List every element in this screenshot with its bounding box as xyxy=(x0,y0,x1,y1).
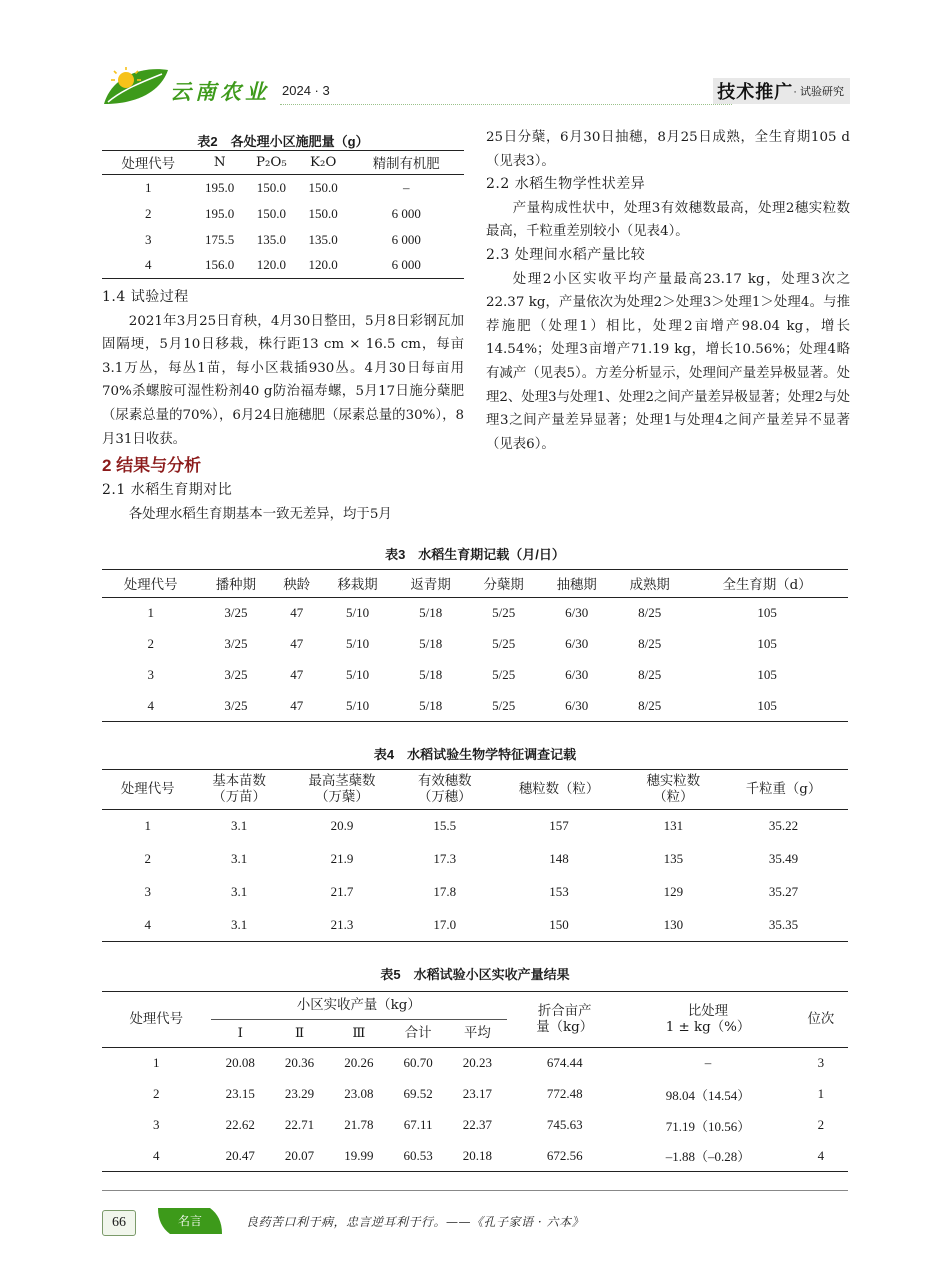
quote-tag xyxy=(158,1208,222,1234)
table-cell: 20.08 xyxy=(225,1055,255,1071)
quote-tag-label: 名言 xyxy=(177,1214,202,1228)
table-cell: 772.48 xyxy=(546,1086,583,1101)
table-cell: 6 000 xyxy=(391,205,421,221)
table-cell: 17.3 xyxy=(433,851,457,866)
table-header-cell: 合计 xyxy=(388,1020,447,1048)
table-header-cell: 位次 xyxy=(794,992,848,1048)
table-cell: 148 xyxy=(549,851,569,866)
table-cell: 135.0 xyxy=(256,231,287,247)
table-cell: 2 xyxy=(817,1117,825,1132)
footer-quote: 良药苦口利于病，忠言逆耳利于行。——《孔子家语 · 六本》 xyxy=(246,1215,584,1229)
table-cell: 105 xyxy=(757,667,777,682)
section-title: 技术推广 xyxy=(717,82,794,102)
table-3-grid xyxy=(102,569,848,722)
issue-number: 2024 · 3 xyxy=(282,83,330,98)
paragraph-2-3: 处理2小区实收平均产量最高23.17 kg，处理3次之22.37 kg，产量依次为处理2＞处理3＞处理1＞处理4。与推荐施肥（处理1）相比，处理2亩增产98.04 kg，增长14.54%；处理3亩增产71.19 kg，增长10.56%；处理4略有减产（见表5）。方差分析显示，处理间产量差异极显著。处理2、处理3与处理1、处理2之间产量差异极显著；处理2与处理3之间产量差异显著；处理1与处理4之间产量差异不显著（见表6）。 xyxy=(486,271,850,452)
table-header-cell: 全生育期（d） xyxy=(686,570,848,598)
table-cell: 135 xyxy=(663,851,684,866)
table-cell: 60.70 xyxy=(403,1055,433,1071)
heading-2-1: 2.1 水稻生育期对比 xyxy=(102,482,233,499)
table-cell: 5/10 xyxy=(346,667,370,682)
paragraph-2-1-cont: 25日分蘖，6月30日抽穗，8月25日成熟，全生育期105 d（见表3）。 xyxy=(486,130,850,169)
table-cell: 5/18 xyxy=(419,667,443,682)
table-cell: 23.15 xyxy=(225,1086,255,1101)
table-cell: 5/10 xyxy=(346,697,370,713)
table-cell: 19.99 xyxy=(344,1147,374,1163)
table-cell: – xyxy=(704,1055,712,1071)
table-cell: 47 xyxy=(290,636,304,651)
table-header-cell: 秧龄 xyxy=(272,570,321,598)
section-subtitle: · 试验研究 xyxy=(793,86,844,98)
table-header-cell: 最高茎蘖数 （万蘖） xyxy=(285,770,399,810)
table-cell: 175.5 xyxy=(205,231,235,247)
table-cell: 130 xyxy=(663,916,684,932)
table-header-cell: 处理代号 xyxy=(102,151,194,175)
table-2-grid xyxy=(102,150,464,279)
table-4 xyxy=(102,744,848,942)
table-row xyxy=(102,1110,848,1141)
table-cell: 150.0 xyxy=(308,179,338,195)
table-cell: 8/25 xyxy=(638,605,662,621)
table-row xyxy=(102,1141,848,1172)
table-cell: –1.88（–0.28） xyxy=(665,1149,751,1165)
table-cell: 3/25 xyxy=(224,605,248,621)
table-row xyxy=(102,598,848,629)
table-cell: 5/10 xyxy=(346,605,370,621)
table-cell: 60.53 xyxy=(403,1147,433,1163)
table-cell: 4 xyxy=(144,916,151,932)
table-cell: 672.56 xyxy=(546,1147,583,1163)
table-cell: 135.0 xyxy=(308,231,338,247)
table-cell: 4 xyxy=(147,697,154,713)
table-cell: 20.36 xyxy=(284,1055,315,1071)
table-header-cell: 基本苗数 （万苗） xyxy=(193,770,284,810)
table-cell: 105 xyxy=(757,636,777,651)
table-cell: 4 xyxy=(817,1147,825,1163)
table-5 xyxy=(102,964,848,1172)
table-cell: 20.07 xyxy=(284,1147,315,1163)
table-header-cell: Ⅲ xyxy=(329,1020,388,1048)
table-row xyxy=(102,175,464,201)
table-header-cell: 折合亩产 量（kg） xyxy=(507,992,622,1048)
table-cell: 157 xyxy=(549,818,569,834)
table-cell: 1 xyxy=(144,179,152,195)
paragraph-2-2: 产量构成性状中，处理3有效穗数最高，处理2穗实粒数最高，千粒重差别较小（见表4）。 xyxy=(486,200,850,240)
table-header-cell: K₂O xyxy=(298,151,348,175)
table-cell: 3/25 xyxy=(224,697,248,713)
table-cell: 3.1 xyxy=(230,851,248,866)
table-cell: 35.35 xyxy=(768,916,799,932)
table-cell: 47 xyxy=(290,667,304,682)
table-cell: 195.0 xyxy=(205,205,235,221)
paragraph-1-4: 2021年3月25日育秧，4月30日整田，5月8日彩钢瓦加固隔埂，5月10日移栽，株行距13 cm × 16.5 cm，每亩3.1万丛，每丛1苗，每小区栽插930丛。4月30日每亩用70%杀螺胺可湿性粉剂40 g防治福寿螺，5月17日施分蘖肥（尿素总量的70%），6月24日施穗肥（尿素总量的30%），8月31日收获。 xyxy=(102,313,464,447)
table-cell: 17.8 xyxy=(433,884,457,899)
header-divider xyxy=(280,104,732,105)
table-header-cell: 成熟期 xyxy=(613,570,686,598)
table-5-grid xyxy=(102,991,848,1172)
journal-logo-icon xyxy=(102,66,170,106)
table-header-cell: P₂O₅ xyxy=(245,151,298,175)
table-row xyxy=(102,227,464,253)
table-header-cell: 播种期 xyxy=(199,570,272,598)
table-cell: 6 000 xyxy=(391,257,421,273)
table-header-cell: 分蘖期 xyxy=(467,570,540,598)
table-2-caption: 表2 各处理小区施肥量（g） xyxy=(197,134,369,149)
table-cell: 105 xyxy=(757,605,777,621)
table-cell: 35.49 xyxy=(768,851,799,866)
table-cell: 150.0 xyxy=(308,205,338,221)
table-cell: 3.1 xyxy=(230,818,248,834)
table-cell: 21.7 xyxy=(330,884,354,899)
table-cell: 1 xyxy=(817,1086,825,1101)
table-cell: 15.5 xyxy=(433,818,457,834)
table-cell: 4 xyxy=(144,257,152,273)
journal-title: 云南农业 xyxy=(170,79,270,104)
heading-1-4: 1.4 试验过程 xyxy=(102,289,189,305)
table-5-caption: 表5 水稻试验小区实收产量结果 xyxy=(380,967,570,982)
heading-2-2: 2.2 水稻生物学性状差异 xyxy=(486,176,646,193)
table-cell: 3 xyxy=(817,1055,825,1071)
table-2 xyxy=(102,131,464,279)
table-header-cell: 比处理 1 ± kg（%） xyxy=(622,992,793,1048)
table-row xyxy=(102,1079,848,1110)
table-cell: 98.04（14.54） xyxy=(665,1087,751,1103)
page-number: 66 xyxy=(102,1210,136,1236)
table-cell: 47 xyxy=(290,697,304,713)
table-row xyxy=(102,843,848,876)
table-cell: 69.52 xyxy=(403,1086,433,1101)
table-row xyxy=(102,629,848,660)
table-header-cell: Ⅱ xyxy=(270,1020,329,1048)
table-cell: 1 xyxy=(153,1055,160,1071)
table-cell: 6/30 xyxy=(565,667,589,682)
table-cell: 5/10 xyxy=(346,636,370,651)
table-row xyxy=(102,253,464,279)
table-cell: 156.0 xyxy=(205,257,235,273)
table-cell: 4 xyxy=(153,1147,160,1163)
table-header-cell: 穗实粒数 （粒） xyxy=(628,770,719,810)
table-cell: 20.26 xyxy=(344,1055,374,1071)
table-cell: 21.78 xyxy=(344,1117,374,1132)
table-header-cell: 抽穗期 xyxy=(540,570,613,598)
table-cell: 3.1 xyxy=(230,916,248,932)
table-4-caption: 表4 水稻试验生物学特征调查记载 xyxy=(373,747,577,762)
table-cell: 6/30 xyxy=(565,605,589,621)
table-cell: 1 xyxy=(147,605,154,621)
table-row xyxy=(102,810,848,843)
table-cell: 5/25 xyxy=(492,605,516,621)
table-cell: 2 xyxy=(144,851,151,866)
table-cell: 2 xyxy=(147,636,154,651)
table-header-cell: 有效穗数 （万穗） xyxy=(399,770,490,810)
right-column xyxy=(486,126,850,456)
table-cell: 20.23 xyxy=(462,1055,493,1071)
table-cell: 3 xyxy=(144,231,152,247)
table-header-group: 小区实收产量（kg） xyxy=(211,992,507,1020)
table-cell: 22.71 xyxy=(284,1117,315,1132)
table-4-grid xyxy=(102,769,848,942)
table-cell: 745.63 xyxy=(546,1117,583,1132)
footer-divider xyxy=(102,1190,848,1191)
table-cell: 5/25 xyxy=(492,667,516,682)
table-cell: – xyxy=(402,179,410,195)
table-header-cell: 返青期 xyxy=(394,570,467,598)
heading-2-3: 2.3 处理间水稻产量比较 xyxy=(486,246,646,263)
table-cell: 21.9 xyxy=(330,851,354,866)
table-header-cell: 移栽期 xyxy=(321,570,394,598)
table-cell: 5/18 xyxy=(419,697,443,713)
table-cell: 5/25 xyxy=(492,697,516,713)
table-row xyxy=(102,1048,848,1079)
table-cell: 22.62 xyxy=(225,1117,255,1132)
table-cell: 6/30 xyxy=(565,697,589,713)
table-cell: 17.0 xyxy=(433,916,457,932)
table-cell: 23.17 xyxy=(462,1086,493,1101)
table-cell: 120.0 xyxy=(256,257,287,273)
table-cell: 3.1 xyxy=(230,884,248,899)
table-header-cell: N xyxy=(194,151,244,175)
table-cell: 71.19（10.56） xyxy=(665,1118,751,1134)
table-cell: 3 xyxy=(147,667,154,682)
table-cell: 47 xyxy=(290,605,304,621)
table-cell: 153 xyxy=(549,884,569,899)
table-header-cell: 千粒重（g） xyxy=(719,770,848,810)
table-cell: 20.9 xyxy=(330,818,354,834)
table-cell: 8/25 xyxy=(638,636,662,651)
table-cell: 105 xyxy=(757,697,777,713)
table-cell: 150.0 xyxy=(256,205,287,221)
table-row xyxy=(102,691,848,722)
table-3-caption: 表3 水稻生育期记载（月/日） xyxy=(385,547,565,562)
table-header-cell: 精制有机肥 xyxy=(348,151,464,175)
table-cell: 35.22 xyxy=(768,818,799,834)
left-column xyxy=(102,286,464,526)
table-cell: 22.37 xyxy=(462,1117,493,1132)
table-cell: 5/25 xyxy=(492,636,516,651)
paragraph-2-1: 各处理水稻生育期基本一致无差异，均于5月 xyxy=(128,506,392,522)
table-cell: 6 000 xyxy=(391,231,421,247)
table-cell: 35.27 xyxy=(768,884,799,899)
heading-2: 2 结果与分析 xyxy=(102,456,202,476)
table-cell: 8/25 xyxy=(638,697,662,713)
table-header-cell: 处理代号 xyxy=(102,570,199,598)
table-cell: 120.0 xyxy=(308,257,338,273)
table-cell: 129 xyxy=(663,884,684,899)
table-cell: 3 xyxy=(144,884,151,899)
table-header-cell: 穗粒数（粒） xyxy=(490,770,627,810)
table-header-cell: 平均 xyxy=(448,1020,507,1048)
table-cell: 20.18 xyxy=(462,1147,493,1163)
table-cell: 195.0 xyxy=(205,179,235,195)
table-cell: 150 xyxy=(549,916,569,932)
section-badge xyxy=(713,78,850,104)
table-cell: 8/25 xyxy=(638,667,662,682)
table-cell: 5/18 xyxy=(419,636,443,651)
page-header xyxy=(100,66,850,110)
table-header-cell: Ⅰ xyxy=(211,1020,270,1048)
table-cell: 3 xyxy=(153,1117,160,1132)
table-header-cell: 处理代号 xyxy=(102,770,193,810)
table-cell: 21.3 xyxy=(330,916,354,932)
table-cell: 67.11 xyxy=(403,1117,433,1132)
table-cell: 1 xyxy=(144,818,151,834)
table-cell: 3/25 xyxy=(224,667,248,682)
table-cell: 23.08 xyxy=(344,1086,374,1101)
table-row xyxy=(102,660,848,691)
table-cell: 23.29 xyxy=(284,1086,315,1101)
table-row xyxy=(102,876,848,909)
table-header-cell: 处理代号 xyxy=(102,992,211,1048)
table-cell: 20.47 xyxy=(225,1147,255,1163)
table-3 xyxy=(102,544,848,722)
table-cell: 5/18 xyxy=(419,605,443,621)
table-row xyxy=(102,909,848,942)
table-cell: 6/30 xyxy=(565,636,589,651)
table-cell: 131 xyxy=(663,818,684,834)
table-row xyxy=(102,201,464,227)
table-cell: 2 xyxy=(153,1086,160,1101)
table-cell: 674.44 xyxy=(546,1055,583,1071)
table-cell: 3/25 xyxy=(224,636,248,651)
table-cell: 2 xyxy=(144,205,152,221)
table-cell: 150.0 xyxy=(256,179,287,195)
